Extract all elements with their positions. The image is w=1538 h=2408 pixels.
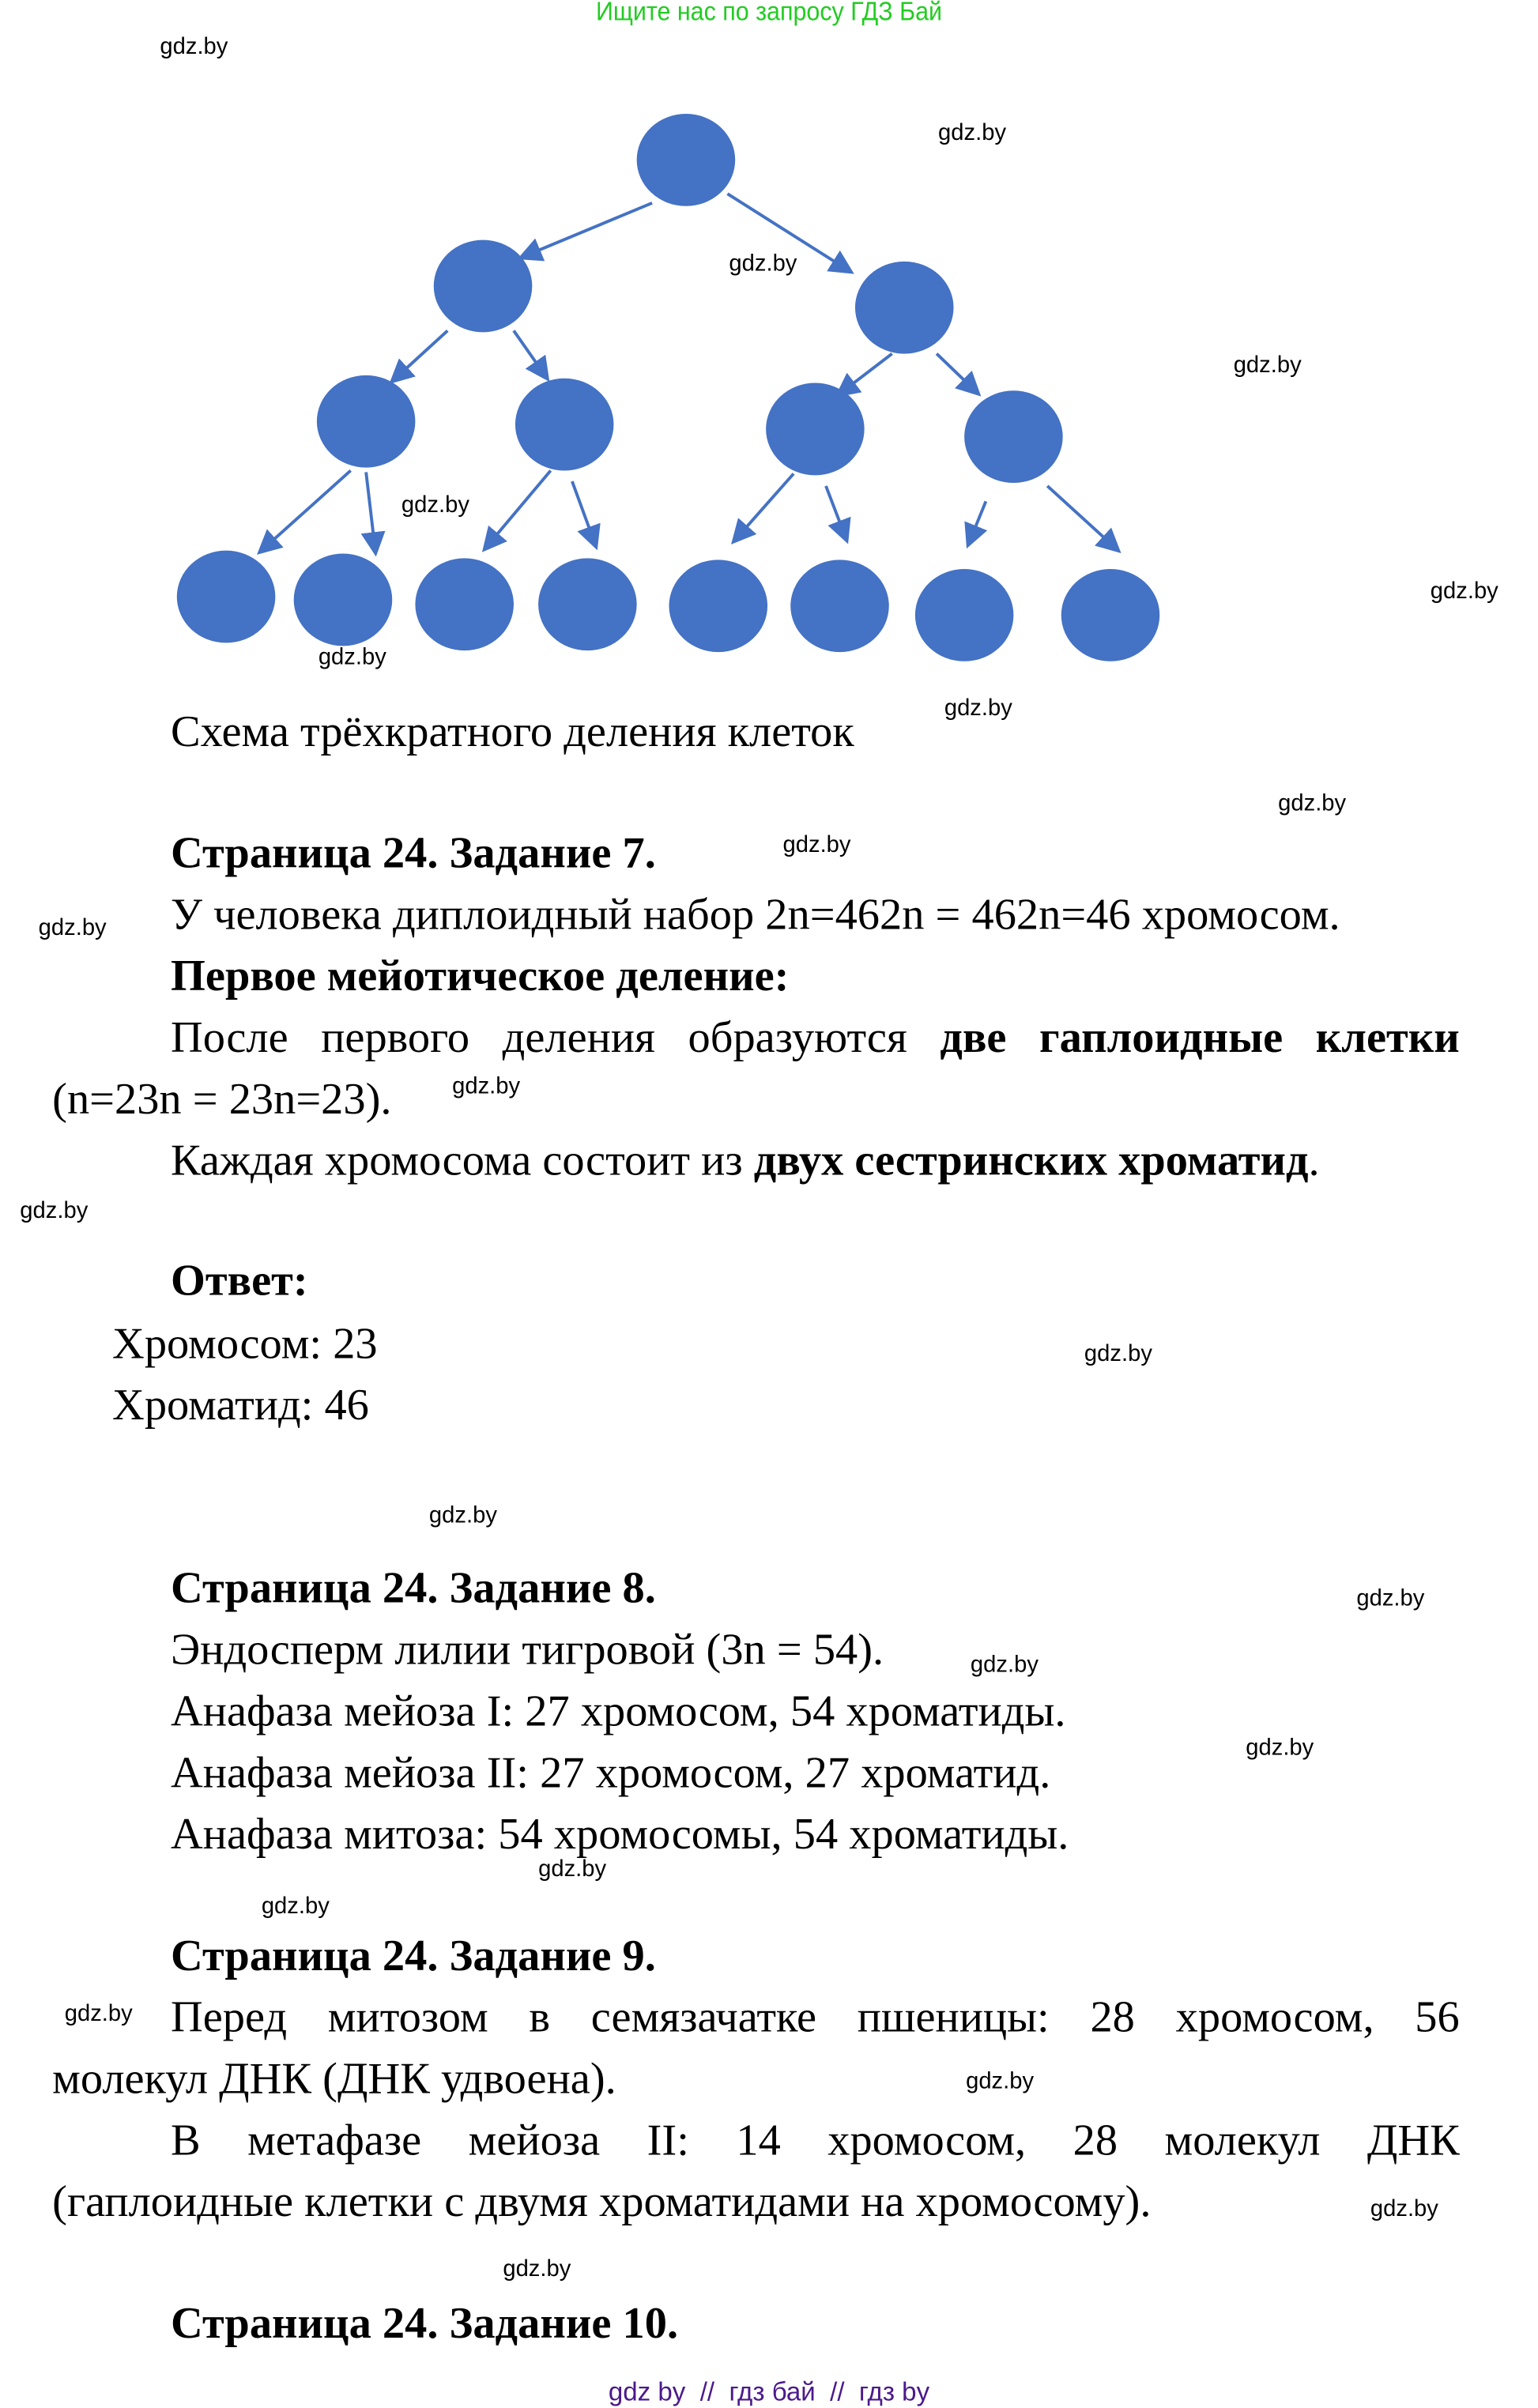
- task9-p2-line1: В метафазе мейоза II: 14 хромосом, 28 молекул ДНК: [171, 2116, 1460, 2165]
- task10-heading: Страница 24. Задание 10.: [171, 2299, 679, 2349]
- answer-chromosomes: Хромосом: 23: [112, 1319, 378, 1369]
- cell-node: [669, 560, 768, 652]
- watermark: gdz.by: [1278, 790, 1347, 817]
- cell-node: [855, 262, 954, 354]
- task7-heading: Страница 24. Задание 7.: [171, 828, 656, 879]
- task7-line2: [171, 1008, 1460, 1069]
- watermark: gdz.by: [452, 1073, 521, 1100]
- cell-node: [294, 554, 393, 646]
- cell-node: [415, 558, 514, 650]
- division-arrow: [486, 470, 551, 547]
- division-arrow: [840, 354, 892, 394]
- cell-node: [964, 390, 1063, 483]
- text: После первого деления образуются: [171, 1013, 941, 1063]
- watermark: gdz.by: [729, 251, 797, 277]
- watermark: gdz.by: [966, 2068, 1035, 2095]
- watermark: gdz.by: [1084, 1340, 1152, 1367]
- bold-text: две гаплоидные клетки: [940, 1013, 1460, 1063]
- watermark: gdz.by: [1430, 578, 1498, 605]
- watermark: gdz.by: [1233, 352, 1302, 379]
- task9-p1-line2: молекул ДНК (ДНК удвоена).: [52, 2054, 616, 2105]
- text: .: [1308, 1136, 1320, 1186]
- task7-subheading: Первое мейотическое деление:: [171, 952, 790, 1001]
- division-arrow: [735, 473, 794, 540]
- watermark: gdz.by: [538, 1856, 607, 1882]
- watermark: gdz.by: [261, 1893, 330, 1920]
- task8-line: Анафаза мейоза I: 27 хромосом, 54 хроматиды.: [171, 1686, 1066, 1737]
- figure-caption: Схема трёхкратного деления клеток: [171, 707, 854, 757]
- division-arrow: [366, 472, 375, 550]
- division-arrow: [572, 481, 595, 545]
- cell-node: [317, 375, 416, 468]
- cell-node: [538, 558, 637, 650]
- watermark: gdz.by: [782, 831, 851, 858]
- task8-heading: Страница 24. Задание 8.: [171, 1564, 656, 1614]
- watermark: gdz.by: [1370, 2195, 1438, 2222]
- cell-node: [177, 551, 276, 643]
- watermark: gdz.by: [160, 33, 228, 60]
- bold-text: двух сестринских хроматид: [753, 1136, 1309, 1186]
- task9-p2-line2: (гаплоидные клетки с двумя хроматидами на хромосому).: [52, 2177, 1152, 2227]
- watermark: gdz.by: [428, 1502, 497, 1529]
- watermark: gdz.by: [938, 119, 1007, 146]
- task7-line4: [171, 1130, 1320, 1192]
- watermark: gdz.by: [64, 2000, 133, 2027]
- watermark: gdz.by: [20, 1197, 89, 1225]
- watermark: gdz.by: [318, 644, 386, 671]
- task7-line3: (n=23n = 23n=23).: [52, 1075, 392, 1125]
- cell-division-diagram: [0, 0, 1538, 707]
- watermark: gdz.by: [1246, 1735, 1314, 1762]
- task9-heading: Страница 24. Задание 9.: [171, 1931, 656, 1981]
- cell-node: [637, 114, 736, 206]
- task7-line1: У человека диплоидный набор 2n=462n = 462n=46 хромосом.: [171, 890, 1340, 940]
- division-arrow: [394, 330, 447, 379]
- division-arrow: [523, 203, 652, 257]
- cell-node: [915, 569, 1014, 661]
- watermark: gdz.by: [944, 695, 1012, 722]
- division-arrow: [969, 501, 986, 543]
- cell-node: [1061, 569, 1160, 661]
- cell-node: [515, 379, 614, 471]
- site-footer[interactable]: gdz by // гдз бай // гдз by: [608, 2377, 930, 2407]
- task9-p1-line1: Перед митозом в семязачатке пшеницы: 28 хромосом, 56: [171, 1993, 1460, 2043]
- division-arrow: [1047, 486, 1117, 549]
- division-arrow: [826, 486, 846, 538]
- answer-label: Ответ:: [171, 1256, 308, 1306]
- watermark: gdz.by: [970, 1652, 1039, 1679]
- watermark: gdz.by: [38, 914, 107, 941]
- division-arrow: [514, 330, 546, 376]
- site-banner[interactable]: Ищите нас по запросу ГДЗ Бай: [595, 0, 943, 27]
- watermark: gdz.by: [1356, 1585, 1425, 1612]
- watermark: gdz.by: [503, 2255, 571, 2282]
- task8-line: Анафаза митоза: 54 хромосомы, 54 хроматиды.: [171, 1810, 1069, 1860]
- cell-node: [766, 383, 865, 476]
- task8-line: Эндосперм лилии тигровой (3n = 54).: [171, 1625, 884, 1675]
- division-arrow: [937, 354, 977, 393]
- cell-node: [434, 240, 533, 333]
- answer-chromatids: Хроматид: 46: [112, 1381, 369, 1430]
- division-arrow: [262, 470, 351, 550]
- watermark: gdz.by: [401, 492, 469, 518]
- cell-node: [790, 560, 889, 652]
- task8-line: Анафаза мейоза II: 27 хромосом, 27 хроматид.: [171, 1748, 1051, 1798]
- text: Каждая хромосома состоит из: [171, 1136, 754, 1186]
